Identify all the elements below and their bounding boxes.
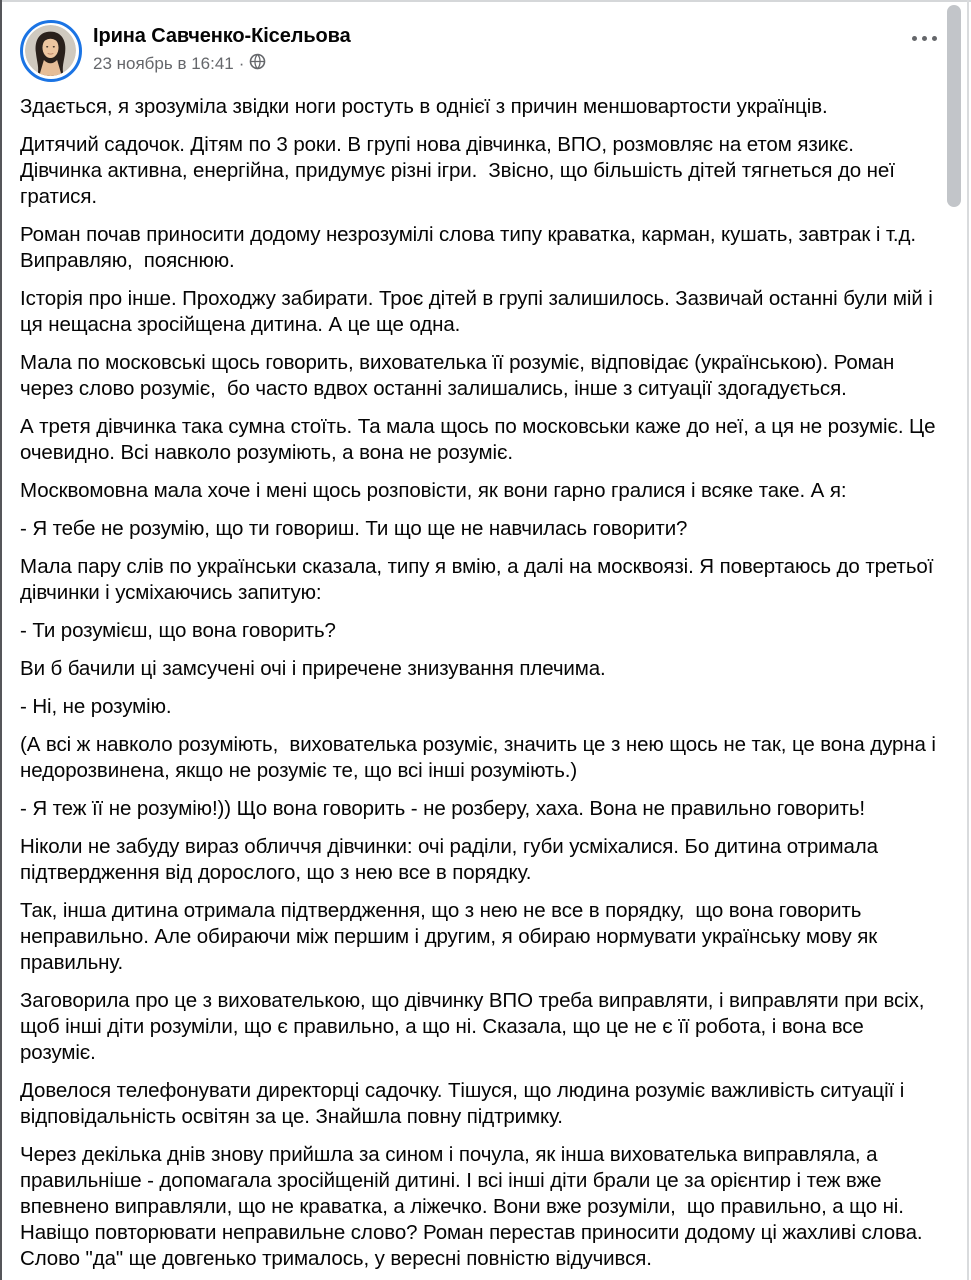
timestamp[interactable]: 23 ноябрь в 16:41 (93, 54, 234, 73)
post-paragraph: Мала по московські щось говорить, вихователька її розуміє, відповідає (українською). Роман через слово розуміє, бо часто вдвох останні залишались, інше з ситуації здогадується. (20, 351, 900, 400)
globe-icon (249, 53, 266, 75)
window-right-border (967, 0, 969, 1280)
post-paragraph: - Я теж її не розумію!)) Що вона говорить - не розберу, хаха. Вона не правильно говорить! (20, 797, 866, 820)
avatar-photo (25, 25, 76, 76)
author-name[interactable]: Ірина Савченко-Кісельова (93, 25, 351, 47)
meta-separator: · (238, 54, 245, 73)
post-paragraph: Здається, я зрозуміла звідки ноги ростуть в однієї з причин меншовартости українців. (20, 95, 828, 118)
post-options-button[interactable] (908, 28, 941, 49)
post-header-text (93, 20, 351, 75)
post-paragraph: Мала пару слів по українськи сказала, типу я вмію, а далі на москвоязі. Я повертаюсь до третьої дівчинки і усміхаючись запитую: (20, 555, 939, 604)
post-paragraph: Заговорила про це з вихователькою, що дівчинку ВПО треба виправляти, і виправляти при всіх, щоб інші діти розуміли, що є правильно, а що ні. Сказала, що це не є її робота, і вона все розуміє. (20, 989, 930, 1064)
post-meta (93, 53, 351, 75)
post-paragraph: - Я тебе не розумію, що ти говориш. Ти що ще не навчилась говорити? (20, 517, 688, 540)
post-paragraph: - Ти розумієш, що вона говорить? (20, 619, 336, 642)
post-paragraph: Ніколи не забуду вираз обличчя дівчинки: очі раділи, губи усміхалися. Бо дитина отримала підтвердження від дорослого, що з нею все в порядку. (20, 835, 884, 884)
window-left-border (0, 0, 2, 1280)
scrollbar-thumb[interactable] (947, 5, 961, 207)
post-paragraph: Так, інша дитина отримала підтвердження, що з нею не все в порядку, що вона говорить неправильно. Але обираючи між першим і другим, я обираю нормувати українську мову як правильну. (20, 899, 883, 974)
post-paragraph: Довелося телефонувати директорці садочку. Тішуся, що людина розуміє важливість ситуації і відповідальність освітян за це. Знайшла повну підтримку. (20, 1079, 910, 1128)
window-top-border (0, 0, 971, 2)
post-paragraph: Через декілька днів знову прийшла за сином і почула, як інша вихователька виправляла, а правильніше - допомагала зросійщеній дитині. І всі інші діти брали це за орієнтир і теж вже впевнено виправляли, що не краватка, а ліжечко. Вони вже розуміли, що правильно, а що ні. Навіщо повторювати неправильне слово? Роман перестав приносити додому ці жахливі слова. Слово "да" ще довгенько трималось, у вересні повністю відучився. (20, 1143, 929, 1270)
post-paragraph: Москвомовна мала хоче і мені щось розповісти, як вони гарно гралися і всяке таке. А я: (20, 479, 847, 502)
post-header (0, 0, 971, 82)
post-paragraph: А третя дівчинка така сумна стоїть. Та мала щось по московськи каже до неї, а ця не розуміє. Це очевидно. Всі навколо розуміють, а вона не розуміє. (20, 415, 941, 464)
post-paragraph: Дитячий садочок. Дітям по 3 роки. В групі нова дівчинка, ВПО, розмовляє на етом язикє. Дівчинка активна, енергійна, придумує різні ігри. Звісно, що більшість дітей тягнеться до неї гратися. (20, 133, 901, 208)
post-body (0, 82, 971, 1272)
ellipsis-icon (912, 36, 937, 41)
post-paragraph: - Ні, не розумію. (20, 695, 172, 718)
post-paragraph: Роман почав приносити додому незрозумілі слова типу краватка, карман, кушать, завтрак і т.д. Виправляю, пояснюю. (20, 223, 922, 272)
post-paragraph: Ви б бачили ці замсучені очі і приречене знизування плечима. (20, 657, 606, 680)
post-paragraph: (А всі ж навколо розуміють, вихователька розуміє, значить це з нею щось не так, це вона дурна і недорозвинена, якщо не розуміє те, що всі інші розуміють.) (20, 733, 942, 782)
avatar[interactable] (20, 20, 82, 82)
post-paragraph: Історія про інше. Проходжу забирати. Троє дітей в групі залишилось. Зазвичай останні були мій і ця нещасна зросійщена дитина. А це ще одна. (20, 287, 939, 336)
